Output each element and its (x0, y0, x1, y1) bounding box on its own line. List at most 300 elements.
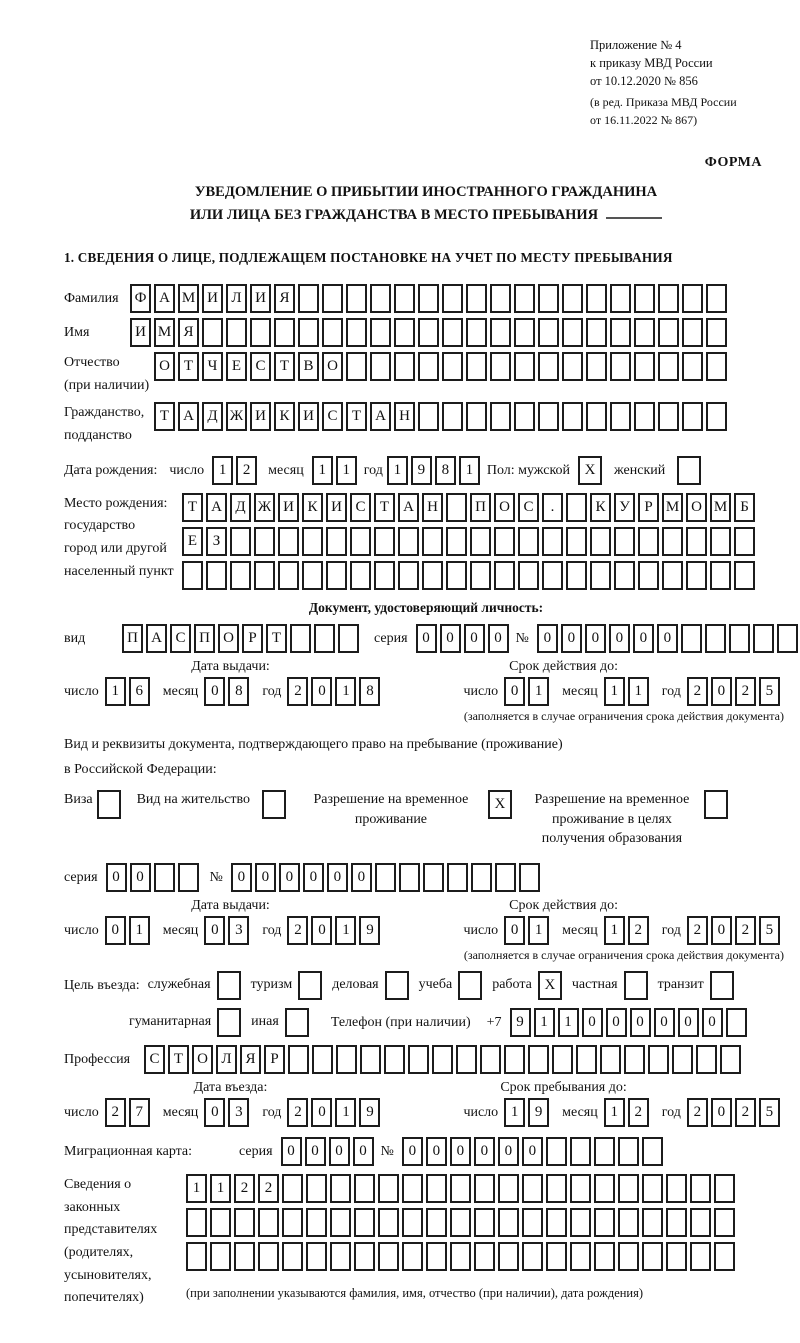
char-cell[interactable]: 2 (287, 916, 308, 945)
char-cell[interactable] (714, 1174, 735, 1203)
char-cell[interactable] (518, 527, 539, 556)
char-cell[interactable] (690, 1208, 711, 1237)
char-cell[interactable] (186, 1242, 207, 1271)
purpose-option-checkbox[interactable] (285, 1008, 309, 1037)
char-cell[interactable]: 0 (281, 1137, 302, 1166)
char-cell[interactable] (426, 1208, 447, 1237)
char-cell[interactable]: И (202, 284, 223, 313)
char-cell[interactable] (618, 1208, 639, 1237)
char-cell[interactable] (546, 1208, 567, 1237)
char-cell[interactable] (610, 284, 631, 313)
char-cell[interactable]: 8 (435, 456, 456, 485)
char-cell[interactable] (254, 561, 275, 590)
char-cell[interactable] (662, 561, 683, 590)
char-cell[interactable]: Т (274, 352, 295, 381)
char-cell[interactable]: И (326, 493, 347, 522)
char-cell[interactable]: Д (230, 493, 251, 522)
char-cell[interactable]: Н (422, 493, 443, 522)
char-cell[interactable] (666, 1208, 687, 1237)
char-cell[interactable]: М (710, 493, 731, 522)
char-cell[interactable] (570, 1174, 591, 1203)
char-cell[interactable] (250, 318, 271, 347)
char-cell[interactable] (394, 318, 415, 347)
purpose-option-checkbox[interactable] (217, 971, 241, 1000)
char-cell[interactable] (570, 1137, 591, 1166)
char-cell[interactable] (753, 624, 774, 653)
purpose-option-checkbox[interactable] (458, 971, 482, 1000)
char-cell[interactable]: 0 (657, 624, 678, 653)
purpose-option-checkbox[interactable] (624, 971, 648, 1000)
char-cell[interactable]: 0 (440, 624, 461, 653)
char-cell[interactable] (586, 352, 607, 381)
char-cell[interactable] (682, 284, 703, 313)
char-cell[interactable] (498, 1174, 519, 1203)
char-cell[interactable] (282, 1242, 303, 1271)
char-cell[interactable] (586, 318, 607, 347)
char-cell[interactable] (446, 527, 467, 556)
char-cell[interactable] (705, 624, 726, 653)
char-cell[interactable]: 1 (604, 916, 625, 945)
char-cell[interactable]: Я (178, 318, 199, 347)
char-cell[interactable]: 5 (759, 677, 780, 706)
char-cell[interactable] (350, 527, 371, 556)
char-cell[interactable]: А (146, 624, 167, 653)
char-cell[interactable]: 0 (105, 916, 126, 945)
char-cell[interactable] (618, 1174, 639, 1203)
sex-female-checkbox[interactable] (677, 456, 701, 485)
char-cell[interactable] (638, 561, 659, 590)
char-cell[interactable] (378, 1174, 399, 1203)
char-cell[interactable] (354, 1174, 375, 1203)
char-cell[interactable]: 1 (604, 1098, 625, 1127)
char-cell[interactable] (278, 561, 299, 590)
char-cell[interactable]: 0 (426, 1137, 447, 1166)
char-cell[interactable] (474, 1174, 495, 1203)
char-cell[interactable]: А (154, 284, 175, 313)
char-cell[interactable] (538, 318, 559, 347)
char-cell[interactable]: 0 (474, 1137, 495, 1166)
char-cell[interactable] (336, 1045, 357, 1074)
char-cell[interactable]: 2 (287, 677, 308, 706)
char-cell[interactable] (375, 863, 396, 892)
char-cell[interactable] (681, 624, 702, 653)
char-cell[interactable] (450, 1174, 471, 1203)
char-cell[interactable]: Б (734, 493, 755, 522)
char-cell[interactable] (658, 318, 679, 347)
char-cell[interactable] (298, 318, 319, 347)
char-cell[interactable] (490, 284, 511, 313)
char-cell[interactable] (466, 352, 487, 381)
char-cell[interactable]: 1 (335, 916, 356, 945)
char-cell[interactable] (350, 561, 371, 590)
char-cell[interactable] (302, 561, 323, 590)
char-cell[interactable]: 1 (335, 1098, 356, 1127)
char-cell[interactable]: А (370, 402, 391, 431)
char-cell[interactable] (734, 561, 755, 590)
char-cell[interactable] (624, 1045, 645, 1074)
char-cell[interactable] (638, 527, 659, 556)
char-cell[interactable] (666, 1174, 687, 1203)
char-cell[interactable] (566, 527, 587, 556)
char-cell[interactable]: 0 (630, 1008, 651, 1037)
char-cell[interactable]: 1 (312, 456, 333, 485)
char-cell[interactable]: У (614, 493, 635, 522)
char-cell[interactable] (610, 352, 631, 381)
char-cell[interactable]: 9 (359, 1098, 380, 1127)
purpose-option-checkbox[interactable] (217, 1008, 241, 1037)
char-cell[interactable] (306, 1242, 327, 1271)
char-cell[interactable] (258, 1242, 279, 1271)
char-cell[interactable] (446, 561, 467, 590)
char-cell[interactable] (338, 624, 359, 653)
char-cell[interactable] (642, 1174, 663, 1203)
char-cell[interactable] (594, 1137, 615, 1166)
char-cell[interactable]: С (144, 1045, 165, 1074)
char-cell[interactable]: П (194, 624, 215, 653)
char-cell[interactable] (326, 561, 347, 590)
char-cell[interactable] (442, 318, 463, 347)
char-cell[interactable] (586, 284, 607, 313)
char-cell[interactable]: С (518, 493, 539, 522)
char-cell[interactable] (634, 284, 655, 313)
char-cell[interactable]: О (686, 493, 707, 522)
char-cell[interactable] (326, 527, 347, 556)
char-cell[interactable]: Т (346, 402, 367, 431)
char-cell[interactable]: М (178, 284, 199, 313)
char-cell[interactable] (402, 1208, 423, 1237)
char-cell[interactable] (590, 561, 611, 590)
char-cell[interactable] (706, 318, 727, 347)
char-cell[interactable] (426, 1242, 447, 1271)
char-cell[interactable]: 0 (204, 677, 225, 706)
char-cell[interactable]: Л (216, 1045, 237, 1074)
char-cell[interactable]: Я (240, 1045, 261, 1074)
char-cell[interactable] (346, 318, 367, 347)
char-cell[interactable] (402, 1174, 423, 1203)
char-cell[interactable] (600, 1045, 621, 1074)
char-cell[interactable] (418, 318, 439, 347)
char-cell[interactable]: 2 (687, 677, 708, 706)
char-cell[interactable]: 1 (604, 677, 625, 706)
char-cell[interactable]: 1 (387, 456, 408, 485)
char-cell[interactable]: 0 (702, 1008, 723, 1037)
char-cell[interactable]: А (398, 493, 419, 522)
char-cell[interactable] (312, 1045, 333, 1074)
char-cell[interactable] (594, 1242, 615, 1271)
char-cell[interactable] (182, 561, 203, 590)
char-cell[interactable]: А (178, 402, 199, 431)
char-cell[interactable] (658, 402, 679, 431)
char-cell[interactable]: 0 (711, 916, 732, 945)
char-cell[interactable] (538, 352, 559, 381)
char-cell[interactable]: 1 (534, 1008, 555, 1037)
char-cell[interactable] (514, 318, 535, 347)
char-cell[interactable] (450, 1208, 471, 1237)
char-cell[interactable] (498, 1242, 519, 1271)
char-cell[interactable] (642, 1242, 663, 1271)
char-cell[interactable] (682, 352, 703, 381)
char-cell[interactable]: 1 (528, 677, 549, 706)
char-cell[interactable] (384, 1045, 405, 1074)
char-cell[interactable]: И (250, 284, 271, 313)
char-cell[interactable] (538, 284, 559, 313)
char-cell[interactable]: К (302, 493, 323, 522)
char-cell[interactable] (614, 527, 635, 556)
char-cell[interactable]: 0 (711, 1098, 732, 1127)
char-cell[interactable] (566, 493, 587, 522)
char-cell[interactable] (470, 527, 491, 556)
char-cell[interactable] (514, 402, 535, 431)
char-cell[interactable] (686, 527, 707, 556)
char-cell[interactable] (590, 527, 611, 556)
char-cell[interactable] (230, 527, 251, 556)
char-cell[interactable] (594, 1208, 615, 1237)
char-cell[interactable] (658, 284, 679, 313)
char-cell[interactable]: 0 (351, 863, 372, 892)
char-cell[interactable]: Р (242, 624, 263, 653)
char-cell[interactable]: 1 (528, 916, 549, 945)
char-cell[interactable] (634, 402, 655, 431)
char-cell[interactable]: С (322, 402, 343, 431)
char-cell[interactable] (546, 1137, 567, 1166)
char-cell[interactable]: 0 (106, 863, 127, 892)
char-cell[interactable] (648, 1045, 669, 1074)
char-cell[interactable]: Я (274, 284, 295, 313)
char-cell[interactable]: П (470, 493, 491, 522)
char-cell[interactable]: Т (168, 1045, 189, 1074)
temp-residence-checkbox[interactable]: X (488, 790, 512, 819)
purpose-option-checkbox[interactable] (298, 971, 322, 1000)
char-cell[interactable]: 2 (735, 677, 756, 706)
char-cell[interactable] (378, 1242, 399, 1271)
char-cell[interactable] (254, 527, 275, 556)
char-cell[interactable]: И (298, 402, 319, 431)
char-cell[interactable]: Д (202, 402, 223, 431)
char-cell[interactable] (662, 527, 683, 556)
char-cell[interactable]: 1 (459, 456, 480, 485)
char-cell[interactable] (446, 493, 467, 522)
char-cell[interactable]: Т (182, 493, 203, 522)
char-cell[interactable]: 1 (558, 1008, 579, 1037)
char-cell[interactable] (614, 561, 635, 590)
char-cell[interactable] (290, 624, 311, 653)
char-cell[interactable]: 0 (255, 863, 276, 892)
char-cell[interactable] (398, 561, 419, 590)
char-cell[interactable] (726, 1008, 747, 1037)
char-cell[interactable] (504, 1045, 525, 1074)
char-cell[interactable]: И (278, 493, 299, 522)
char-cell[interactable]: 0 (678, 1008, 699, 1037)
char-cell[interactable]: О (494, 493, 515, 522)
char-cell[interactable] (302, 527, 323, 556)
char-cell[interactable] (706, 352, 727, 381)
char-cell[interactable] (422, 561, 443, 590)
char-cell[interactable]: М (154, 318, 175, 347)
char-cell[interactable] (576, 1045, 597, 1074)
char-cell[interactable] (498, 1208, 519, 1237)
char-cell[interactable]: 0 (402, 1137, 423, 1166)
char-cell[interactable] (306, 1174, 327, 1203)
char-cell[interactable] (378, 1208, 399, 1237)
char-cell[interactable]: 2 (735, 1098, 756, 1127)
char-cell[interactable] (288, 1045, 309, 1074)
char-cell[interactable] (314, 624, 335, 653)
char-cell[interactable] (518, 561, 539, 590)
char-cell[interactable] (298, 284, 319, 313)
char-cell[interactable] (432, 1045, 453, 1074)
char-cell[interactable]: 1 (628, 677, 649, 706)
char-cell[interactable] (178, 863, 199, 892)
char-cell[interactable] (230, 561, 251, 590)
char-cell[interactable]: 0 (327, 863, 348, 892)
char-cell[interactable] (374, 527, 395, 556)
char-cell[interactable] (562, 352, 583, 381)
char-cell[interactable] (394, 352, 415, 381)
char-cell[interactable] (370, 318, 391, 347)
char-cell[interactable]: Л (226, 284, 247, 313)
char-cell[interactable] (528, 1045, 549, 1074)
char-cell[interactable]: О (218, 624, 239, 653)
char-cell[interactable]: 0 (561, 624, 582, 653)
char-cell[interactable]: 0 (504, 916, 525, 945)
char-cell[interactable] (330, 1242, 351, 1271)
char-cell[interactable]: Ж (254, 493, 275, 522)
char-cell[interactable]: Т (266, 624, 287, 653)
char-cell[interactable]: Т (154, 402, 175, 431)
char-cell[interactable]: 2 (687, 1098, 708, 1127)
char-cell[interactable]: 1 (336, 456, 357, 485)
char-cell[interactable] (706, 402, 727, 431)
char-cell[interactable]: 0 (204, 916, 225, 945)
char-cell[interactable]: С (250, 352, 271, 381)
char-cell[interactable] (370, 352, 391, 381)
char-cell[interactable] (474, 1208, 495, 1237)
char-cell[interactable] (714, 1208, 735, 1237)
char-cell[interactable]: 0 (464, 624, 485, 653)
residence-permit-checkbox[interactable] (262, 790, 286, 819)
char-cell[interactable] (447, 863, 468, 892)
char-cell[interactable]: 0 (537, 624, 558, 653)
char-cell[interactable]: 0 (450, 1137, 471, 1166)
char-cell[interactable] (186, 1208, 207, 1237)
char-cell[interactable] (570, 1208, 591, 1237)
char-cell[interactable]: 8 (228, 677, 249, 706)
char-cell[interactable] (710, 561, 731, 590)
char-cell[interactable] (494, 527, 515, 556)
char-cell[interactable] (690, 1174, 711, 1203)
char-cell[interactable] (552, 1045, 573, 1074)
char-cell[interactable]: Р (638, 493, 659, 522)
char-cell[interactable] (354, 1208, 375, 1237)
char-cell[interactable] (470, 561, 491, 590)
char-cell[interactable] (402, 1242, 423, 1271)
char-cell[interactable] (274, 318, 295, 347)
char-cell[interactable]: 1 (504, 1098, 525, 1127)
char-cell[interactable] (466, 284, 487, 313)
visa-checkbox[interactable] (97, 790, 121, 819)
char-cell[interactable]: 1 (129, 916, 150, 945)
char-cell[interactable]: 0 (204, 1098, 225, 1127)
char-cell[interactable]: П (122, 624, 143, 653)
char-cell[interactable] (466, 402, 487, 431)
char-cell[interactable]: 0 (633, 624, 654, 653)
char-cell[interactable] (278, 527, 299, 556)
char-cell[interactable]: 9 (510, 1008, 531, 1037)
char-cell[interactable] (495, 863, 516, 892)
char-cell[interactable] (354, 1242, 375, 1271)
char-cell[interactable]: О (322, 352, 343, 381)
char-cell[interactable] (538, 402, 559, 431)
char-cell[interactable]: 9 (411, 456, 432, 485)
char-cell[interactable] (330, 1208, 351, 1237)
char-cell[interactable] (418, 352, 439, 381)
char-cell[interactable]: Т (374, 493, 395, 522)
char-cell[interactable]: 2 (234, 1174, 255, 1203)
char-cell[interactable] (522, 1174, 543, 1203)
char-cell[interactable] (374, 561, 395, 590)
char-cell[interactable] (710, 527, 731, 556)
char-cell[interactable] (394, 284, 415, 313)
char-cell[interactable] (777, 624, 798, 653)
char-cell[interactable]: Е (182, 527, 203, 556)
char-cell[interactable] (346, 284, 367, 313)
char-cell[interactable] (418, 284, 439, 313)
char-cell[interactable]: 5 (759, 916, 780, 945)
char-cell[interactable] (474, 1242, 495, 1271)
char-cell[interactable]: 0 (711, 677, 732, 706)
char-cell[interactable]: К (274, 402, 295, 431)
char-cell[interactable] (234, 1242, 255, 1271)
char-cell[interactable] (442, 402, 463, 431)
char-cell[interactable]: К (590, 493, 611, 522)
char-cell[interactable] (546, 1242, 567, 1271)
char-cell[interactable]: Е (226, 352, 247, 381)
char-cell[interactable] (546, 1174, 567, 1203)
char-cell[interactable] (154, 863, 175, 892)
char-cell[interactable] (480, 1045, 501, 1074)
char-cell[interactable]: 2 (735, 916, 756, 945)
char-cell[interactable] (734, 527, 755, 556)
char-cell[interactable]: 0 (353, 1137, 374, 1166)
purpose-option-checkbox[interactable] (385, 971, 409, 1000)
char-cell[interactable] (634, 318, 655, 347)
char-cell[interactable]: Ж (226, 402, 247, 431)
char-cell[interactable] (206, 561, 227, 590)
char-cell[interactable] (360, 1045, 381, 1074)
char-cell[interactable] (456, 1045, 477, 1074)
char-cell[interactable] (519, 863, 540, 892)
char-cell[interactable] (542, 527, 563, 556)
purpose-option-checkbox[interactable] (710, 971, 734, 1000)
char-cell[interactable] (696, 1045, 717, 1074)
char-cell[interactable]: 0 (130, 863, 151, 892)
char-cell[interactable]: 0 (329, 1137, 350, 1166)
char-cell[interactable]: 9 (359, 916, 380, 945)
char-cell[interactable] (570, 1242, 591, 1271)
char-cell[interactable]: 0 (498, 1137, 519, 1166)
char-cell[interactable] (226, 318, 247, 347)
char-cell[interactable]: 5 (759, 1098, 780, 1127)
char-cell[interactable] (562, 402, 583, 431)
char-cell[interactable] (690, 1242, 711, 1271)
char-cell[interactable]: . (542, 493, 563, 522)
char-cell[interactable] (610, 402, 631, 431)
char-cell[interactable] (666, 1242, 687, 1271)
char-cell[interactable] (522, 1208, 543, 1237)
char-cell[interactable] (306, 1208, 327, 1237)
char-cell[interactable] (642, 1137, 663, 1166)
char-cell[interactable] (618, 1242, 639, 1271)
